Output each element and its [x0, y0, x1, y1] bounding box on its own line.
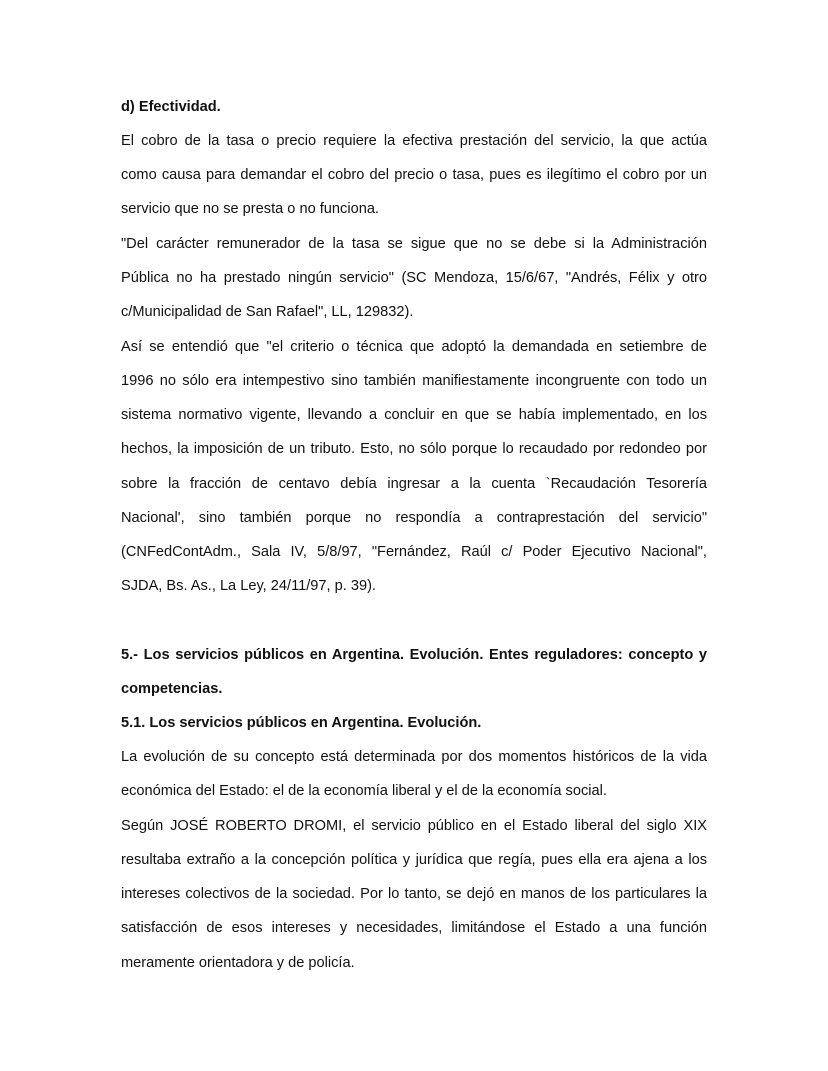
paragraph-line: La evolución de su concepto está determinada por dos momentos históricos de la vida: [121, 749, 707, 765]
paragraph-line: meramente orientadora y de policía.: [121, 955, 355, 971]
paragraph-line: satisfacción de esos intereses y necesidades, limitándose el Estado a una función: [121, 920, 707, 936]
paragraph-line: (CNFedContAdm., Sala IV, 5/8/97, "Fernández, Raúl c/ Poder Ejecutivo Nacional",: [121, 544, 707, 560]
paragraph-line: sobre la fracción de centavo debía ingresar a la cuenta `Recaudación Tesorería: [121, 476, 707, 492]
paragraph-line: servicio que no se presta o no funciona.: [121, 201, 379, 217]
paragraph-line: 1996 no sólo era intempestivo sino también manifiestamente incongruente con todo un: [121, 373, 707, 389]
section-5-heading-line: 5.- Los servicios públicos en Argentina. Evolución. Entes reguladores: concepto y: [121, 647, 707, 663]
paragraph-line: "Del carácter remunerador de la tasa se sigue que no se debe si la Administración: [121, 236, 707, 252]
paragraph-line: SJDA, Bs. As., La Ley, 24/11/97, p. 39).: [121, 578, 376, 594]
section-5-1-subheading: 5.1. Los servicios públicos en Argentina. Evolución.: [121, 715, 482, 731]
paragraph-line: intereses colectivos de la sociedad. Por lo tanto, se dejó en manos de los particulares la: [121, 886, 707, 902]
paragraph-line: Pública no ha prestado ningún servicio" (SC Mendoza, 15/6/67, "Andrés, Félix y otro: [121, 270, 707, 286]
section-d-heading: d) Efectividad.: [121, 99, 221, 115]
paragraph-line: económica del Estado: el de la economía liberal y el de la economía social.: [121, 783, 607, 799]
paragraph-line: resultaba extraño a la concepción política y jurídica que regía, pues ella era ajena a los: [121, 852, 707, 868]
paragraph-line: como causa para demandar el cobro del precio o tasa, pues es ilegítimo el cobro por un: [121, 167, 707, 183]
paragraph-line: hechos, la imposición de un tributo. Esto, no sólo porque lo recaudado por redondeo por: [121, 441, 707, 457]
section-5-heading-line: competencias.: [121, 681, 223, 697]
paragraph-line: Así se entendió que "el criterio o técnica que adoptó la demandada en setiembre de: [121, 339, 707, 355]
paragraph-line: Nacional', sino también porque no respondía a contraprestación del servicio": [121, 510, 707, 526]
paragraph-line: Según JOSÉ ROBERTO DROMI, el servicio público en el Estado liberal del siglo XIX: [121, 818, 707, 834]
paragraph-line: c/Municipalidad de San Rafael", LL, 129832).: [121, 304, 414, 320]
paragraph-line: sistema normativo vigente, llevando a concluir en que se había implementado, en los: [121, 407, 707, 423]
paragraph-line: El cobro de la tasa o precio requiere la efectiva prestación del servicio, la que actúa: [121, 133, 707, 149]
